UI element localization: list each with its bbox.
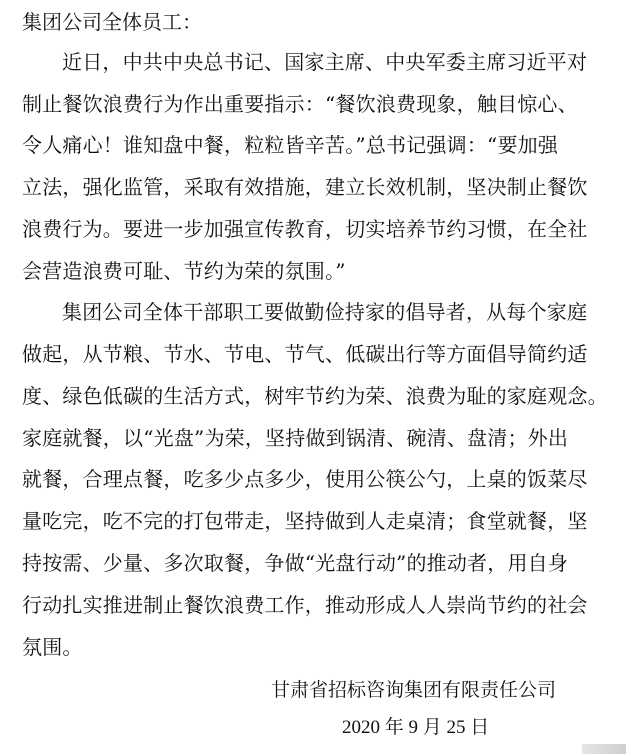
paragraph-2-line-2: 做起，从节粮、节水、节电、节气、低碳出行等方面倡导简约适 [22, 342, 588, 366]
paragraph-2-line-3: 度、绿色低碳的生活方式，树牢节约为荣、浪费为耻的家庭观念。 [22, 384, 608, 408]
paragraph-1-line-3: 令人痛心！谁知盘中餐，粒粒皆辛苦。”总书记强调：“要加强 [22, 133, 559, 157]
paragraph-1-line-6: 会营造浪费可耻、节约为荣的氛围。” [22, 259, 346, 283]
page-corner-artifact [582, 744, 626, 754]
paragraph-1-line-5: 浪费行为。要进一步加强宣传教育，切实培养节约习惯，在全社 [22, 217, 588, 241]
paragraph-2-line-5: 就餐，合理点餐，吃多少点多少，使用公筷公勺，上桌的饭菜尽 [22, 467, 588, 491]
paragraph-2-line-9: 氛围。 [22, 635, 83, 659]
paragraph-2-line-6: 量吃完，吃不完的打包带走，坚持做到人走桌清；食堂就餐，坚 [22, 509, 588, 533]
signature-organization: 甘肃省招标咨询集团有限责任公司 [271, 679, 557, 701]
salutation: 集团公司全体员工： [22, 10, 202, 34]
paragraph-1-line-4: 立法，强化监管，采取有效措施，建立长效机制，坚决制止餐饮 [22, 175, 588, 199]
paragraph-2-line-1: 集团公司全体干部职工要做勤俭持家的倡导者，从每个家庭 [62, 300, 588, 324]
paragraph-1-line-2: 制止餐饮浪费行为作出重要指示：“餐饮浪费现象，触目惊心、 [22, 92, 578, 116]
paragraph-2-line-8: 行动扎实推进制止餐饮浪费工作，推动形成人人崇尚节约的社会 [22, 593, 588, 617]
paragraph-2-line-7: 持按需、少量、多次取餐，争做“光盘行动”的推动者，用自身 [22, 551, 569, 575]
paragraph-1-line-1: 近日，中共中央总书记、国家主席、中央军委主席习近平对 [62, 50, 588, 74]
paragraph-2-line-4: 家庭就餐，以“光盘”为荣，坚持做到锅清、碗清、盘清；外出 [22, 426, 569, 450]
signature-date: 2020 年 9 月 25 日 [342, 717, 490, 738]
